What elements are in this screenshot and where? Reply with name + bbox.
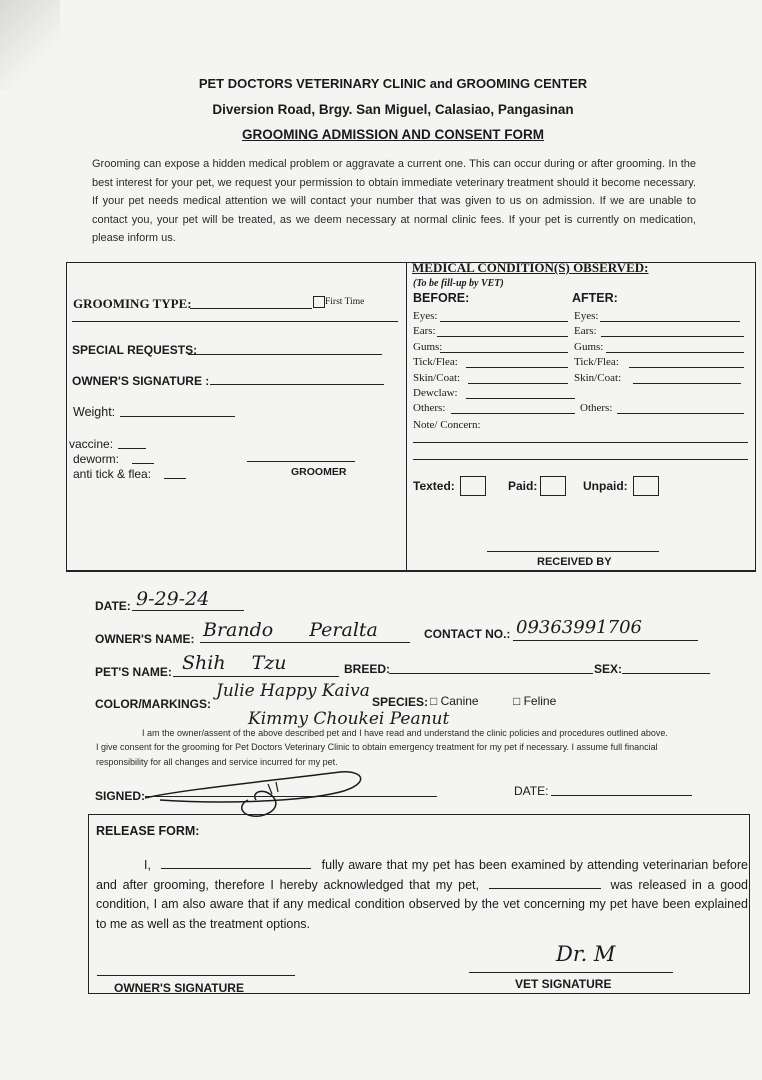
owner-name-label: OWNER'S NAME:: [95, 632, 195, 646]
first-time-label: First Time: [325, 297, 365, 307]
before-item-field[interactable]: [451, 413, 575, 414]
groomer-signature-line[interactable]: [247, 461, 355, 462]
after-item-field[interactable]: [606, 352, 744, 353]
vet-signature-value: Dr. M: [556, 942, 616, 966]
before-item-label: Dewclaw:: [413, 387, 458, 399]
anti-tick-label: anti tick & flea:: [73, 467, 152, 481]
vet-signature-label: VET SIGNATURE: [515, 977, 612, 991]
release-title: RELEASE FORM:: [96, 824, 200, 838]
color-markings-value-2: Kimmy Choukei Peanut: [248, 709, 450, 729]
color-markings-label: COLOR/MARKINGS:: [95, 697, 211, 711]
pet-name-value: Shih Tzu: [182, 652, 287, 674]
consent-date-field[interactable]: [551, 795, 692, 796]
paid-checkbox[interactable]: [540, 476, 566, 496]
before-item-field[interactable]: [440, 352, 568, 353]
after-item-label: Others:: [580, 402, 613, 414]
after-item-label: Tick/Flea:: [574, 356, 619, 368]
pet-name-label: PET'S NAME:: [95, 665, 172, 679]
canine-option[interactable]: □ Canine: [430, 694, 479, 708]
after-item-field[interactable]: [600, 321, 740, 322]
groomer-label: GROOMER: [291, 466, 347, 478]
medical-title: MEDICAL CONDITION(S) OBSERVED:: [412, 260, 649, 275]
grooming-type-field-line-2[interactable]: [72, 321, 398, 322]
owner-name-value: Brando Peralta: [203, 619, 378, 641]
after-item-label: Eyes:: [574, 310, 599, 322]
sex-label: SEX:: [594, 662, 623, 676]
pet-name-field[interactable]: [173, 676, 339, 677]
deworm-field[interactable]: [132, 463, 154, 464]
before-item-field[interactable]: [440, 321, 568, 322]
note-label: Note/ Concern:: [413, 419, 481, 431]
release-owner-name-field[interactable]: [161, 856, 311, 869]
before-item-label: Tick/Flea:: [413, 356, 458, 368]
grooming-type-label: GROOMING TYPE:: [73, 296, 192, 311]
medical-subtitle: (To be fill-up by VET): [413, 278, 504, 289]
paid-label: Paid:: [508, 479, 538, 493]
vaccine-field[interactable]: [118, 448, 146, 449]
after-item-field[interactable]: [629, 367, 744, 368]
color-markings-value: Julie Happy Kaiva: [216, 681, 370, 701]
before-item-label: Eyes:: [413, 310, 438, 322]
before-item-label: Ears:: [413, 325, 436, 337]
unpaid-checkbox[interactable]: [633, 476, 659, 496]
texted-label: Texted:: [413, 479, 455, 493]
sex-field[interactable]: [622, 673, 710, 674]
breed-label: BREED:: [344, 662, 391, 676]
after-item-field[interactable]: [601, 336, 744, 337]
anti-tick-field[interactable]: [164, 478, 186, 479]
release-pet-name-field[interactable]: [489, 876, 601, 889]
feline-option[interactable]: □ Feline: [513, 694, 557, 708]
received-by-line[interactable]: [487, 551, 659, 552]
owner-signature-mark: [140, 762, 380, 820]
owner-signature-label: OWNER'S SIGNATURE :: [72, 374, 210, 388]
owner-name-field[interactable]: [200, 642, 410, 643]
texted-checkbox[interactable]: [460, 476, 486, 496]
received-by-label: RECEIVED BY: [537, 556, 612, 568]
date-value: 9-29-24: [136, 588, 210, 610]
note-field-line-1[interactable]: [413, 442, 748, 443]
first-time-checkbox[interactable]: [313, 296, 325, 308]
note-field-line-2[interactable]: [413, 459, 748, 460]
after-item-label: Skin/Coat:: [574, 372, 622, 384]
consent-line-2: I give consent for the grooming for Pet Doctors Veterinary Clinic to obtain emergency treatment for my pet if necessary. I assume full financial: [96, 742, 658, 752]
vet-signature-line[interactable]: [469, 972, 673, 973]
clinic-name: PET DOCTORS VETERINARY CLINIC and GROOMING CENTER: [198, 76, 588, 91]
before-item-field[interactable]: [466, 398, 575, 399]
release-text-2: fully aware that my pet has been examined by attending veterinarian before and after grooming, therefore I hereby acknowledged that my pet,: [96, 858, 748, 892]
signed-label: SIGNED:: [95, 789, 146, 803]
release-owner-signature-label: OWNER'S SIGNATURE: [114, 981, 244, 995]
consent-line-1: I am the owner/assent of the above described pet and I have read and understand the clinic policies and procedures outlined above.: [142, 728, 668, 738]
consent-line-3: responsibility for all changes and service incurred for my pet.: [96, 757, 338, 767]
after-item-field[interactable]: [617, 413, 744, 414]
after-item-label: Ears:: [574, 325, 597, 337]
section-bottom-rule: [66, 570, 756, 572]
after-item-label: Gums:: [574, 341, 604, 353]
before-item-label: Others:: [413, 402, 446, 414]
release-text-1: I,: [144, 858, 151, 872]
form-title: GROOMING ADMISSION AND CONSENT FORM: [242, 127, 544, 142]
release-paragraph: [96, 856, 748, 934]
intro-paragraph: Grooming can expose a hidden medical problem or aggravate a current one. This can occur during or after grooming. In the best interest for your pet, we request your permission to obtain immediate veterinary treatment should it become necessary. If your pet needs medical attention we will contact your number that was given to us on admission. If we are unable to contact you, your pet will be treated, as we deem necessary at normal clinic fees. If your pet is currently on medication, please inform us.: [92, 158, 696, 244]
special-requests-field[interactable]: [188, 354, 382, 355]
after-item-field[interactable]: [633, 383, 741, 384]
section-divider: [406, 262, 407, 572]
contact-field[interactable]: [513, 640, 698, 641]
breed-field[interactable]: [389, 673, 593, 674]
date-label: DATE:: [95, 599, 131, 613]
species-label: SPECIES:: [372, 695, 429, 709]
grooming-type-field[interactable]: [190, 308, 312, 309]
before-item-field[interactable]: [466, 367, 568, 368]
contact-value: 09363991706: [516, 617, 642, 638]
after-label: AFTER:: [572, 291, 618, 305]
vaccine-label: vaccine:: [69, 437, 114, 451]
weight-label: Weight:: [73, 405, 116, 419]
contact-label: CONTACT NO.:: [424, 627, 511, 641]
deworm-label: deworm:: [73, 452, 120, 466]
weight-field[interactable]: [120, 416, 235, 417]
clinic-address: Diversion Road, Brgy. San Miguel, Calasiao, Pangasinan: [212, 102, 574, 117]
owner-signature-field[interactable]: [210, 384, 384, 385]
release-text-3: was released in a good condition, I am also aware that if any medical condition observed by the vet concerning my pet have been explained to me as well as the treatment options.: [96, 877, 748, 931]
before-item-label: Skin/Coat:: [413, 372, 461, 384]
before-item-label: Gums:: [413, 341, 443, 353]
release-owner-signature-line[interactable]: [97, 975, 295, 976]
before-item-field[interactable]: [437, 336, 568, 337]
special-requests-label: SPECIAL REQUESTS:: [72, 343, 198, 357]
consent-date-label: DATE:: [514, 784, 549, 798]
unpaid-label: Unpaid:: [583, 479, 628, 493]
before-label: BEFORE:: [413, 291, 470, 305]
date-field[interactable]: [132, 610, 244, 611]
before-item-field[interactable]: [468, 383, 568, 384]
